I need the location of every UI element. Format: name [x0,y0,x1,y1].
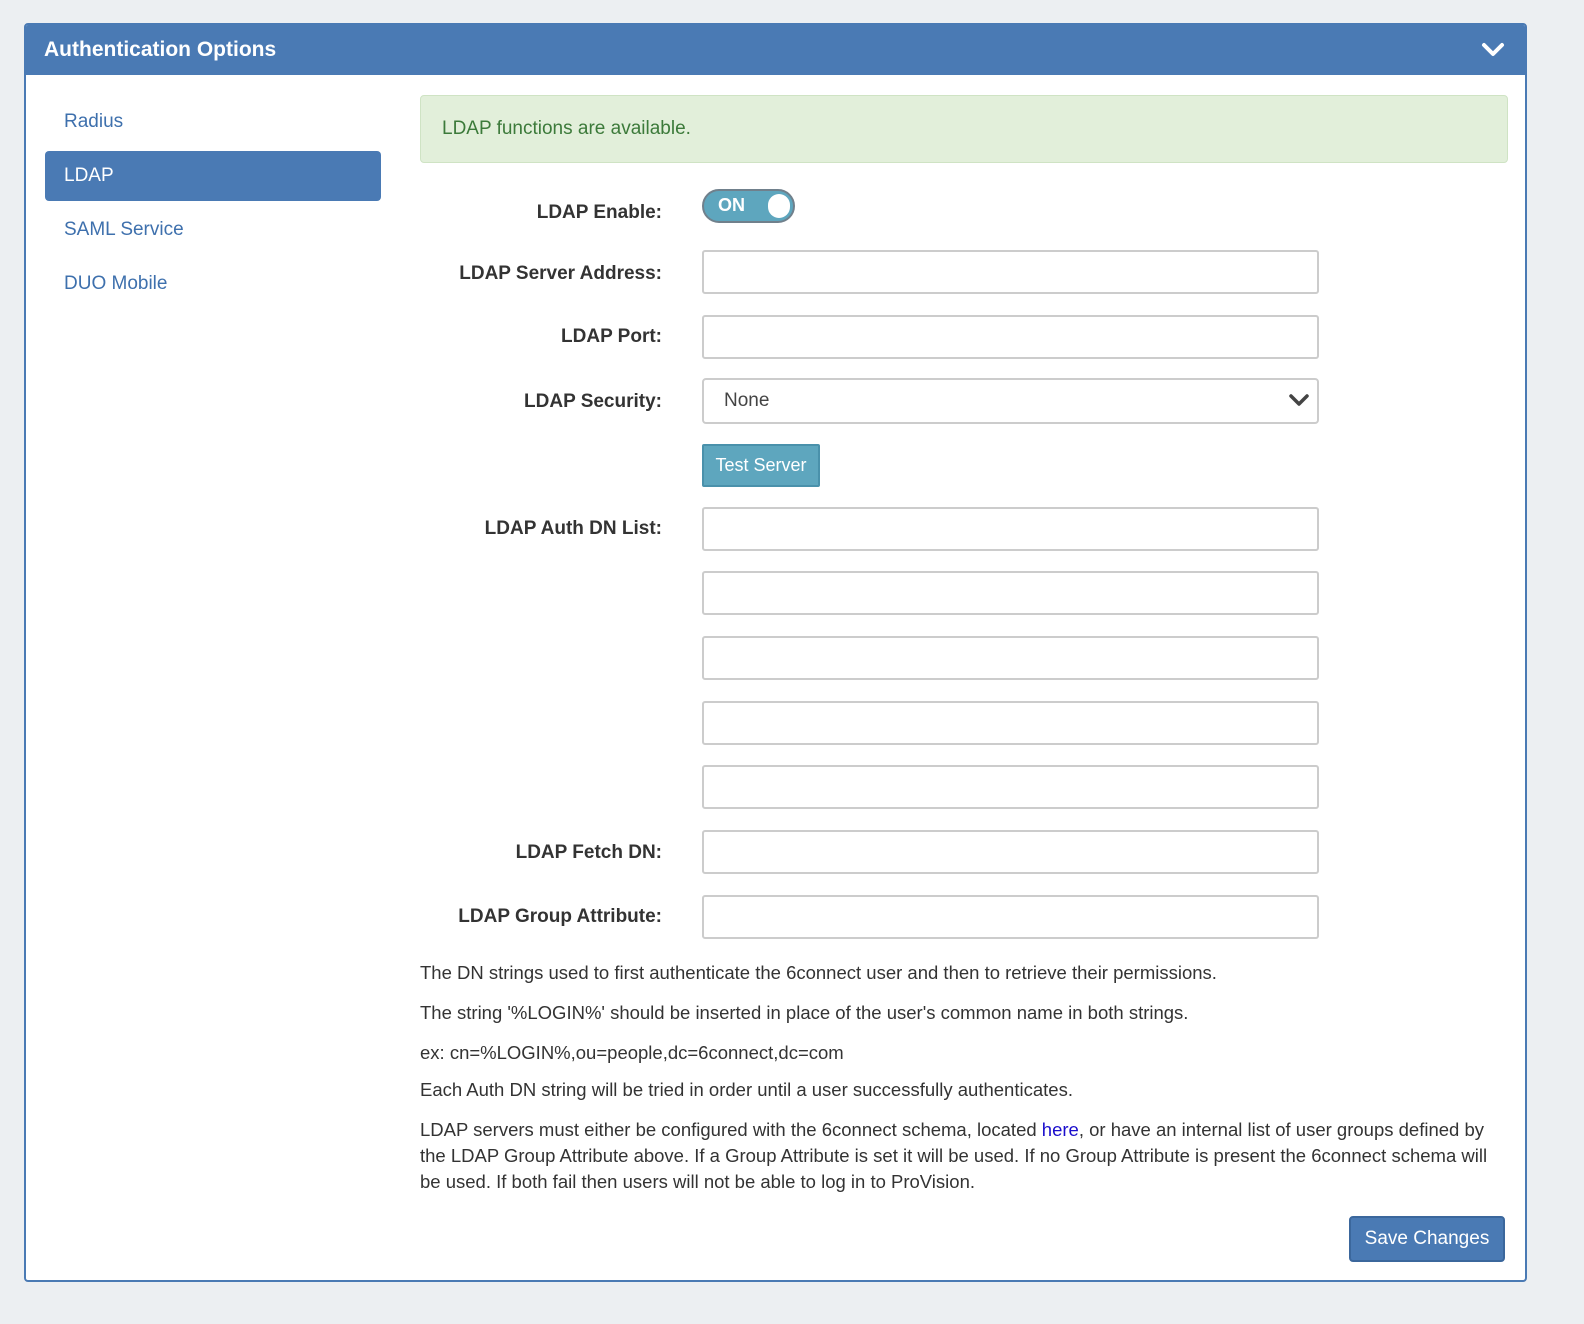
ldap-auth-dn-label: LDAP Auth DN List: [484,518,662,539]
ldap-fetch-dn-label: LDAP Fetch DN: [515,842,662,863]
help-line-5-after: , or have an internal list of user groups defined by the LDAP Group Attribute above. If a Group Attribute is set it will be used. If no Group Attribute is present the 6connect schema will be used. If both fail then users will not be able to log in to ProVision. [420,1119,1488,1192]
ldap-enable-toggle[interactable] [702,189,795,223]
authentication-options-panel [24,23,1527,1282]
ldap-group-attribute-label: LDAP Group Attribute: [458,906,662,927]
ldap-group-attribute-input[interactable] [702,895,1319,939]
ldap-server-input[interactable] [702,250,1319,294]
ldap-auth-dn-input-4[interactable] [702,701,1319,745]
schema-here-link[interactable]: here [1041,1119,1079,1140]
help-line-5 [420,1117,1508,1195]
help-line-2: The string '%LOGIN%' should be inserted in place of the user's common name in both strings. [420,1002,1189,1023]
ldap-port-input[interactable] [702,315,1319,359]
ldap-auth-dn-input-5[interactable] [702,765,1319,809]
sidebar-item-duo-mobile[interactable]: DUO Mobile [64,273,168,294]
help-line-4: Each Auth DN string will be tried in order until a user successfully authenticates. [420,1079,1073,1100]
ldap-auth-dn-input-1[interactable] [702,507,1319,551]
panel-header [26,25,1525,75]
ldap-server-label: LDAP Server Address: [459,263,662,284]
ldap-settings-content [420,95,1508,1192]
ldap-security-selected: None [724,390,770,411]
chevron-down-icon [1481,42,1505,58]
chevron-down-icon [1287,388,1311,412]
sidebar-nav [45,97,381,313]
collapse-button[interactable] [1479,36,1507,64]
sidebar-item-saml-service[interactable]: SAML Service [64,219,184,240]
ldap-enable-label: LDAP Enable: [536,202,662,223]
help-line-3: ex: cn=%LOGIN%,ou=people,dc=6connect,dc=com [420,1042,844,1063]
ldap-security-select[interactable] [702,378,1319,424]
toggle-knob [768,194,790,218]
help-line-5-before: LDAP servers must either be configured with the 6connect schema, located [420,1119,1042,1140]
test-server-button[interactable]: Test Server [702,444,820,487]
help-line-1: The DN strings used to first authenticate the 6connect user and then to retrieve their permissions. [420,962,1217,983]
sidebar-item-ldap[interactable]: LDAP [45,151,381,201]
ldap-port-label: LDAP Port: [561,326,662,347]
ldap-security-label: LDAP Security: [524,391,662,412]
ldap-available-alert: LDAP functions are available. [420,95,1508,163]
ldap-auth-dn-input-2[interactable] [702,571,1319,615]
save-changes-button[interactable]: Save Changes [1349,1216,1505,1262]
ldap-fetch-dn-input[interactable] [702,830,1319,874]
toggle-state-label: ON [718,195,745,215]
sidebar-item-radius[interactable]: Radius [64,111,124,132]
panel-title: Authentication Options [44,38,277,61]
ldap-auth-dn-input-3[interactable] [702,636,1319,680]
